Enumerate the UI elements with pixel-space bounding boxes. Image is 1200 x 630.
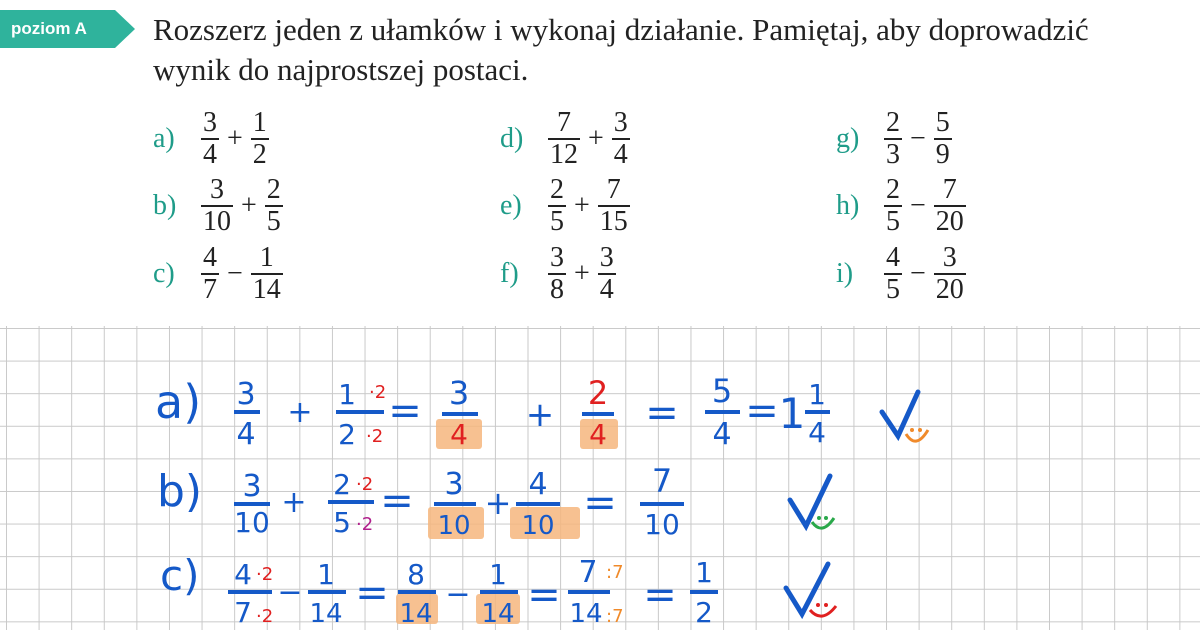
denominator: 20 (935, 274, 964, 305)
sol-c-fd: 2 (695, 596, 713, 629)
numerator: 4 (203, 242, 217, 273)
exercise-label: d) (500, 123, 524, 154)
sol-a-op2: + (525, 395, 555, 435)
fraction-2 (251, 108, 269, 170)
sol-b-r2d: 10 (521, 511, 555, 541)
smiley-c-icon (810, 606, 836, 616)
sol-a-r1n: 3 (448, 374, 470, 412)
denominator: 14 (252, 274, 281, 305)
sol-b-label: b) (157, 466, 203, 517)
sol-b-d2: 5 (333, 506, 351, 539)
level-badge (0, 10, 135, 48)
fraction-1 (548, 175, 566, 237)
solution-row-b (157, 462, 834, 541)
sol-b-op: + (281, 485, 307, 520)
solution-row-c (160, 551, 836, 629)
exercise-label: b) (153, 190, 177, 221)
denominator: 10 (203, 206, 231, 237)
operator: + (574, 258, 590, 289)
exercise-label: f) (500, 258, 519, 289)
sol-c-n1: 4 (234, 558, 252, 591)
denominator: 12 (550, 139, 578, 170)
sol-b-n2: 2 (333, 468, 351, 501)
sol-b-md2: ·2 (356, 514, 374, 535)
denominator: 4 (599, 274, 614, 305)
fraction-2 (251, 243, 283, 305)
numerator: 3 (942, 242, 957, 273)
denominator: 20 (935, 206, 964, 237)
exercise-label: a) (153, 123, 175, 154)
fraction-1 (884, 175, 902, 237)
exercise-e (500, 175, 634, 237)
sol-c-r2d: 14 (481, 599, 515, 629)
numerator: 1 (259, 242, 274, 273)
sol-c-d2: 14 (309, 599, 343, 629)
numerator: 1 (252, 107, 267, 138)
denominator: 4 (203, 139, 217, 170)
exercise-g (836, 108, 956, 170)
fraction-1 (201, 175, 233, 237)
sol-a-m2: ·2 (369, 382, 387, 403)
sol-c-resn: 7 (578, 555, 598, 590)
fraction-1 (884, 243, 902, 305)
numerator: 2 (266, 174, 281, 205)
fraction-2 (598, 243, 616, 305)
badge-label: poziom A (11, 19, 87, 38)
denominator: 9 (935, 139, 950, 170)
sol-c-r2n: 1 (489, 558, 507, 591)
denominator: 4 (613, 139, 628, 170)
sol-b-m2: ·2 (356, 474, 374, 495)
sol-b-eq2: = (583, 480, 617, 526)
instruction-text (153, 10, 1193, 90)
sol-b-eq: = (380, 478, 414, 524)
denominator: 5 (550, 206, 564, 237)
denominator: 3 (886, 139, 900, 170)
sol-c-fn: 1 (695, 556, 713, 589)
fraction-1 (548, 108, 580, 170)
numerator: 7 (557, 107, 571, 138)
sol-a-resd: 4 (712, 417, 732, 452)
fraction-1 (884, 108, 902, 170)
sol-c-rmd: :7 (606, 606, 624, 627)
sol-b-r2n: 4 (528, 467, 548, 502)
operator: − (910, 123, 926, 154)
sol-b-n1: 3 (242, 469, 262, 504)
sol-a-n2: 1 (338, 378, 356, 411)
checkmark-c-icon (786, 564, 828, 614)
numerator: 2 (886, 174, 900, 205)
sol-c-r1d: 14 (399, 599, 433, 629)
numerator: 3 (599, 242, 614, 273)
operator: − (910, 258, 926, 289)
sol-a-resn: 5 (711, 372, 733, 410)
sol-a-fn: 1 (808, 378, 826, 411)
instruction-line-1: Rozszerz jeden z ułamków i wykonaj działanie. Pamiętaj, aby doprowadzić (153, 12, 1089, 47)
smiley-a-icon (906, 430, 928, 441)
fraction-2 (598, 175, 630, 237)
sol-b-r1n: 3 (444, 467, 464, 502)
sol-b-resd: 10 (644, 508, 680, 541)
sol-c-eq: = (355, 570, 389, 616)
operator: − (227, 258, 243, 289)
numerator: 3 (210, 174, 224, 205)
numerator: 7 (942, 174, 957, 205)
exercise-label: g) (836, 123, 860, 154)
exercise-b (153, 175, 287, 237)
sol-c-op2: − (445, 577, 471, 612)
sol-b-r1d: 10 (437, 511, 471, 541)
denominator: 8 (550, 274, 564, 305)
numerator: 3 (613, 107, 628, 138)
sol-b-op2: + (484, 484, 512, 522)
sol-c-resd: 14 (569, 599, 603, 629)
sol-a-d2: 2 (338, 418, 356, 451)
exercise-a (153, 108, 273, 170)
numerator: 4 (886, 242, 900, 273)
sol-c-md1: ·2 (256, 606, 274, 627)
fraction-2 (934, 175, 966, 237)
fraction-2 (934, 243, 966, 305)
checkmark-b-icon (790, 476, 830, 526)
sol-c-r1n: 8 (407, 558, 425, 591)
instruction-line-2: wynik do najprostszej postaci. (153, 52, 529, 87)
sol-a-d1: 4 (236, 417, 256, 452)
handwritten-solutions (0, 326, 1200, 630)
sol-c-label: c) (160, 551, 200, 600)
sol-a-r2d: 4 (589, 418, 607, 451)
exercise-f (500, 243, 620, 305)
sol-a-r2n: 2 (587, 374, 609, 412)
sol-c-d1: 7 (234, 596, 252, 629)
sol-a-eq: = (388, 388, 422, 434)
fraction-1 (201, 108, 219, 170)
exercise-h (836, 175, 970, 237)
denominator: 15 (599, 206, 628, 237)
exercise-label: h) (836, 190, 860, 221)
exercise-d (500, 108, 634, 170)
exercise-label: e) (500, 190, 522, 221)
sol-c-m1: ·2 (256, 564, 274, 585)
denominator: 2 (252, 139, 267, 170)
exercise-label: i) (836, 258, 854, 289)
sol-c-eq3: = (643, 572, 677, 618)
numerator: 7 (606, 174, 621, 205)
fraction-2 (265, 175, 283, 237)
exercise-label: c) (153, 258, 175, 289)
fraction-2 (612, 108, 630, 170)
operator: + (574, 190, 590, 221)
fraction-2 (934, 108, 952, 170)
operator: + (227, 123, 243, 154)
sol-b-resn: 7 (651, 462, 673, 500)
sol-a-label: a) (155, 375, 202, 429)
numerator: 2 (886, 107, 900, 138)
sol-a-md2: ·2 (366, 426, 384, 447)
smiley-b-icon (812, 518, 834, 528)
sol-b-d1: 10 (234, 506, 270, 539)
operator: + (588, 123, 604, 154)
denominator: 5 (886, 206, 900, 237)
operator: − (910, 190, 926, 221)
exercise-c (153, 243, 287, 305)
fraction-1 (548, 243, 566, 305)
fraction-1 (201, 243, 219, 305)
denominator: 5 (266, 206, 281, 237)
denominator: 7 (203, 274, 217, 305)
solution-row-a (155, 372, 928, 452)
sol-a-fd: 4 (808, 416, 826, 449)
numerator: 3 (550, 242, 564, 273)
sol-a-n1: 3 (236, 377, 256, 412)
numerator: 5 (935, 107, 950, 138)
sol-a-op: + (287, 395, 313, 430)
numerator: 3 (203, 107, 217, 138)
sol-c-rm: :7 (606, 562, 624, 583)
sol-c-op: − (277, 575, 303, 610)
sol-a-r1d: 4 (450, 418, 468, 451)
denominator: 5 (886, 274, 900, 305)
numerator: 2 (550, 174, 564, 205)
sol-c-eq2: = (527, 572, 561, 618)
sol-a-eq3: = (745, 388, 779, 434)
sol-a-whole: 1 (778, 389, 806, 438)
operator: + (241, 190, 257, 221)
sol-a-eq2: = (645, 390, 679, 436)
sol-c-n2: 1 (317, 558, 335, 591)
exercise-i (836, 243, 970, 305)
